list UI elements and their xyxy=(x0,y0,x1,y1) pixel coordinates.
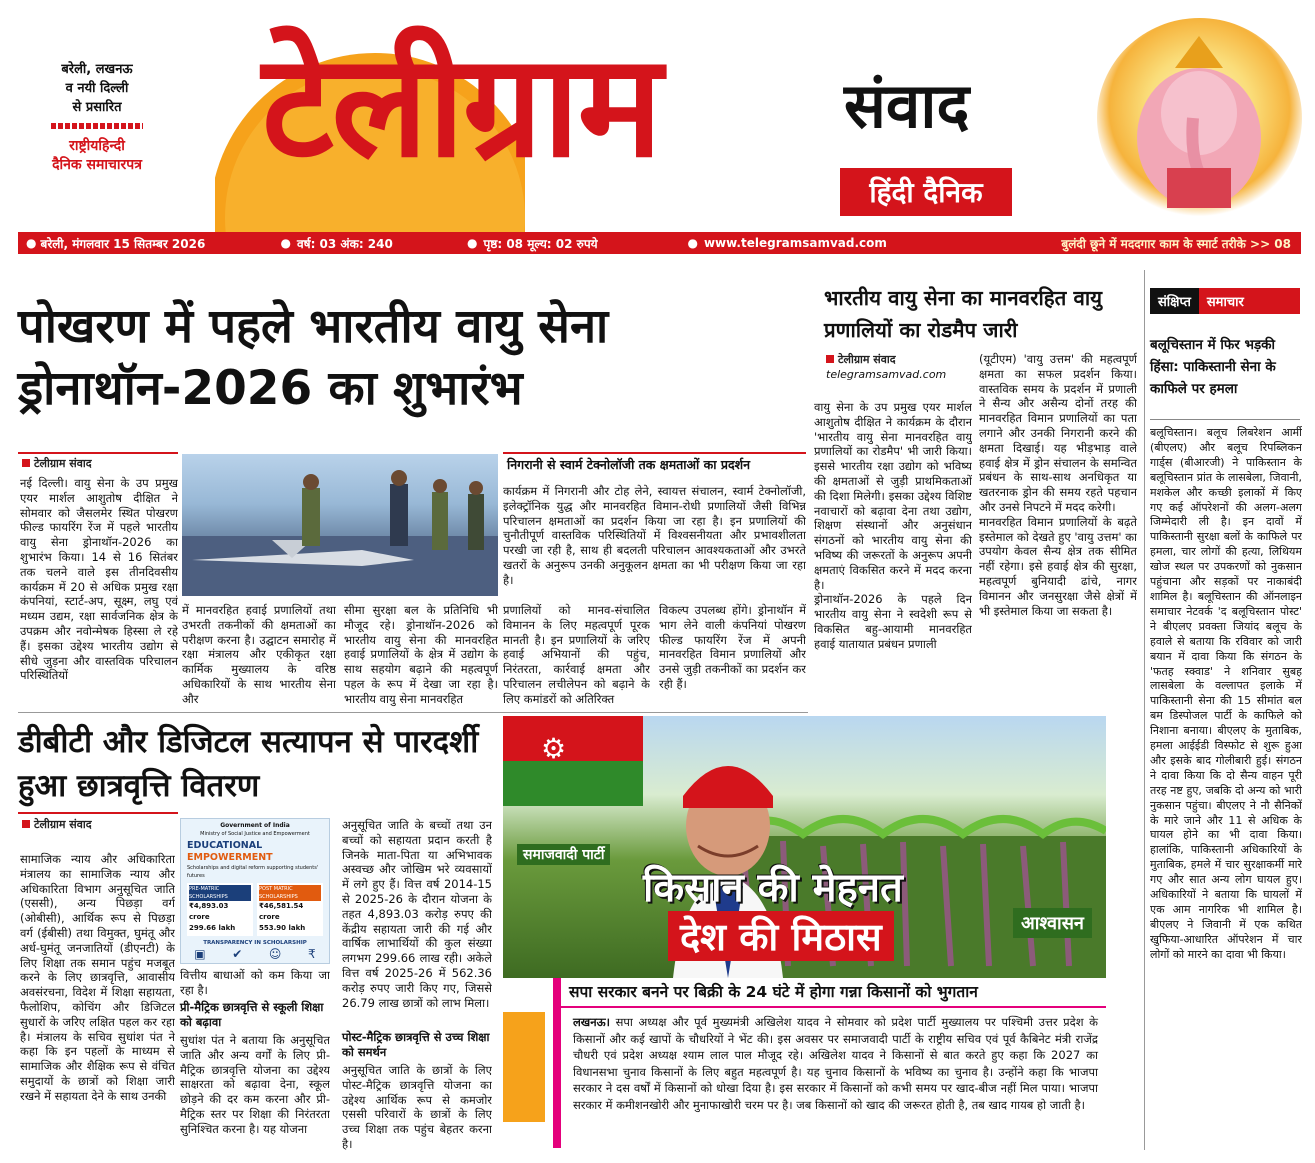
story2-byline-text: टेलीग्राम संवाद xyxy=(838,353,896,366)
ad-tag-box xyxy=(1013,908,1092,938)
story2-headline: भारतीय वायु सेना का मानवरहित वायु प्रणालियों का रोडमैप जारी xyxy=(824,286,1103,342)
infographic-transparency: TRANSPARENCY IN SCHOLARSHIP xyxy=(203,940,307,946)
masthead-left xyxy=(18,60,176,175)
lead-byline-text: टेलीग्राम संवाद xyxy=(34,457,92,470)
ganesh-idol-icon xyxy=(1097,18,1302,218)
people-icon: ☺ xyxy=(268,947,282,961)
infographic-icons xyxy=(181,947,329,961)
info-url[interactable]: www.telegramsamvad.com xyxy=(703,236,887,250)
ad-line1: किसान की मेहनत xyxy=(643,865,903,911)
masthead-origin-line1: बरेली, लखनऊ xyxy=(61,62,133,77)
lead-col5: विकल्प उपलब्ध होंगे। ड्रोनाथॉन में भाग लेने वाली कंपनियां पोखरण फील्ड फायरिंग रेंज में अपनी मानवरहित विमान प्रणालियों और उनसे जुड़ी तकनीकों का प्रदर्शन कर रही हैं। xyxy=(659,603,806,691)
story2-col1: वायु सेना के उप प्रमुख एयर मार्शल आशुतोष दीक्षित ने कार्यक्रम के दौरान 'भारतीय वायु सेना मानवरहित वायु प्रणालियों का रोडमैप' भी जारी किया। इससे भारतीय रक्षा उद्योग को भविष्य की क्षमताओं से जुड़ी प्राथमिकताओं की दिशा मिलेगी। इसका उद्देश्य विशिष्ट नवाचारों को बढ़ावा देना तथा उद्योग, शिक्षण संस्थानों और अनुसंधान संगठनों को भारतीय वायु सेना की भविष्य की जरूरतों के अनुरूप अपनी क्षमताएं विकसित करने में मदद करना है। ड्रोनाथॉन-2026 के पहले दिन भारतीय वायु सेना ने स्वदेशी रूप से विकसित बहु-आयामी मानवरहित हवाई यातायात प्रबंधन प्रणाली xyxy=(814,400,972,651)
check-icon: ✔ xyxy=(232,947,243,961)
story3-col2-head: प्री-मैट्रिक छात्रवृत्ति से स्कूली शिक्षा को बढ़ावा xyxy=(180,1000,324,1029)
infographic-amt1: ₹4,893.03 crore xyxy=(189,902,229,921)
story3-col2a: वित्तीय बाधाओं को कम किया जा रहा है। xyxy=(180,968,330,997)
story3-infographic xyxy=(180,818,330,964)
infographic-title xyxy=(187,840,329,864)
brief-label-2: समाचार xyxy=(1199,288,1300,314)
info-place-date: बरेली, मंगलवार 15 सितम्बर 2026 xyxy=(40,236,206,251)
lead-photo xyxy=(182,454,498,596)
masthead-origin-line3: से प्रसारित xyxy=(72,100,122,115)
ad-accent-bar xyxy=(503,1012,545,1122)
ad-body-text: सपा अध्यक्ष और पूर्व मुख्यमंत्री अखिलेश यादव ने सोमवार को प्रदेश पार्टी मुख्यालय पर पश्चिमी उत्तर प्रदेश के किसानों और कई खापों के चौधरियों ने भेंट की। इस अवसर पर समाजवादी पार्टी के राष्ट्रीय सचिव एवं पूर्व कैबिनेट मंत्री राजेंद्र चौधरी एवं प्रदेश अध्यक्ष श्याम लाल पाल मौजूद रहे। अखिलेश यादव ने किसानों से बात करते हुए कहा कि 2027 का विधानसभा चुनाव किसानों के लिए बहुत महत्वपूर्ण है। यह चुनाव किसानों के भविष्य का चुनाव है। उन्होंने कहा कि भाजपा सरकार ने दस वर्षों में किसानों को धोखा दिया है। इस सरकार में किसानों को कभी समय पर खाद-बीज नहीं मिल पाया। भाजपा सरकार में कमीशनखोरी और मुनाफाखोरी चरम पर है। जब किसानों को खाद की जरूरत होती है, तब खाद गायब हो जाती है। xyxy=(573,1015,1099,1112)
brief-label xyxy=(1150,288,1300,314)
infographic-ben2: 553.90 lakh xyxy=(259,924,306,932)
infographic-pre-label: PRE-MATRIC SCHOLARSHIPS xyxy=(189,885,251,901)
infographic-amt2: ₹46,581.54 crore xyxy=(259,902,304,921)
masthead-subtitle-box xyxy=(840,168,1012,216)
story2-byline xyxy=(826,352,896,367)
story2-col2: (यूटीएम) 'वायु उत्तम' की महत्वपूर्ण क्षमता का सफल प्रदर्शन किया। वास्तविक समय के प्रदर्शन में प्रणाली ने सैन्य और असैन्य दोनों तरह की मानवरहित विमान प्रणालियों का पता लगाने और उनकी निगरानी करने की क्षमता दिखाई। यह भीड़भाड़ वाले हवाई क्षेत्र में ड्रोन संचालन के समन्वित प्रबंधन के साथ-साथ अनधिकृत या खतरनाक ड्रोन की समय रहते पहचान और उनसे निपटने में मदद करेगी। मानवरहित विमान प्रणालियों के बढ़ते इस्तेमाल को देखते हुए 'वायु उत्तम' का उपयोग केवल सैन्य क्षेत्र तक सीमित नहीं रहेगा। इसे हवाई क्षेत्र की सुरक्षा, महत्वपूर्ण बुनियादी ढांचे, नागर विमानन और जनसुरक्षा जैसे क्षेत्रों में भी इस्तेमाल किया जा सकता है। xyxy=(979,352,1137,618)
lead-col2: में मानवरहित हवाई प्रणालियों तथा उभरती तकनीकों की क्षमताओं का परीक्षण करना है। उद्घाटन समारोह में रक्षा मंत्रालय और एकीकृत रक्षा कार्मिक मुख्यालय के वरिष्ठ अधिकारियों के साथ भारतीय सेना और xyxy=(182,603,336,706)
story3-rule xyxy=(18,812,178,814)
info-bar-bullet-icon: ● xyxy=(26,236,37,250)
ad-flag xyxy=(503,716,643,806)
story3-col2b: सुधांश पंत ने बताया कि अनुसूचित जाति और अन्य वर्गों के लिए प्री-मैट्रिक छात्रवृत्ति योजना का उद्देश्य साक्षरता को बढ़ावा देना, स्कूल छोड़ने की दर कम करना और प्री-मैट्रिक स्तर पर शिक्षा की निरंतरता सुनिश्चित करना है। यह योजना xyxy=(180,1033,330,1136)
lead-sub-body: कार्यक्रम में निगरानी और टोह लेने, स्वायत्त संचालन, स्वार्म टेक्नोलॉजी, इलेक्ट्रॉनिक युद्ध और मानवरहित विमान-रोधी प्रणालियों जैसी विभिन्न परिचालन क्षमताओं का प्रदर्शन किया जा रहा है। इन प्रणालियों की चुनौतीपूर्ण वास्तविक परिस्थितियों में विश्वसनीयता और प्रभावशीलता परखी जा रही है, साथ ही बदलती परिचालन आवश्यकताओं और उभरते खतरों के अनुरूप उनकी अनुकूलन क्षमता का भी परीक्षण किया जा रहा है। xyxy=(503,484,806,587)
ad-news-box xyxy=(553,978,1106,1148)
infographic-cols xyxy=(187,883,323,936)
section-divider xyxy=(18,712,808,713)
masthead-subtitle: हिंदी दैनिक xyxy=(869,176,983,209)
masthead-title-samvad: संवाद xyxy=(844,69,970,142)
masthead-divider xyxy=(51,123,143,129)
lead-col4: प्रणालियों को मानव-संचालित विमानन के लिए महत्वपूर्ण पूरक मानती है। इन प्रणालियों के जरिए हवाई अभियानों की पहुंच, निरंतरता, कार्रवाई क्षमता और परिचालन लचीलेपन को बढ़ाने के लिए कमांडरों को अतिरिक्त xyxy=(503,603,650,706)
brief-divider xyxy=(1144,270,1145,1150)
info-pages: पृष्ठ: 08 मूल्य: 02 रुपये xyxy=(483,236,598,251)
info-teaser[interactable]: बुलंदी छूने में मददगार काम के स्मार्ट तरीके >> 08 xyxy=(1061,236,1291,251)
document-icon: ▣ xyxy=(194,947,206,961)
masthead-origin-line2: व नयी दिल्ली xyxy=(65,81,129,96)
lead-subhead: निगरानी से स्वार्म टेक्नोलॉजी तक क्षमताओं का प्रदर्शन xyxy=(507,457,751,472)
story3-col3a: अनुसूचित जाति के बच्चों तथा उन बच्चों को सहायता प्रदान करती है जिनके माता-पिता या अभिभावक अस्वच्छ और जोखिम भरे व्यवसायों में लगे हुए हैं। वित्त वर्ष 2014-15 से 2025-26 के दौरान योजना के तहत 4,893.03 करोड़ रुपए की केंद्रीय सहायता जारी की गई और वार्षिक लाभार्थियों की कुल संख्या लगभग 299.66 लाख रही। अकेले वित्त वर्ष 2025-26 में 562.36 करोड़ रुपए जारी किए गए, जिससे 26.79 लाख छात्रों को लाभ मिला। xyxy=(342,818,492,1010)
brief-body: बलूचिस्तान। बलूच लिबरेशन आर्मी (बीएलए) और बलूच रिपब्लिकन गार्ड्स (बीआरजी) ने पाकिस्तान के बलूचिस्तान प्रांत के लासबेला, जिवानी, मशकेल और कच्छी इलाकों में किए गए कई ऑपरेशनों की अलग-अलग जिम्मेदारी ली है। इन दावों में पाकिस्तानी सुरक्षा बलों के काफिले पर हमला, चार लोगों की हत्या, लिथियम खोज स्थल पर उपकरणों को नुकसान पहुंचाना और सड़कों पर नाकाबंदी शामिल है। बलूचिस्तान की ऑनलाइन समाचार नेटवर्क 'द बलूचिस्तान पोस्ट' ने बीएलए प्रवक्ता जियांद बलूच के हवाले से बताया कि रविवार को जारी बयान में दावा किया कि संगठन के 'फतह स्क्वाड' ने शनिवार सुबह लासबेला के वल्लापत इलाके में पाकिस्तानी सेना की 15 सीमांत बल बम डिस्पोजल पार्टी के काफिले को निशाना बनाया। बीएलए के मुताबिक, हमला आईईडी विस्फोट से शुरू हुआ और इसके बाद गोलीबारी हुई। संगठन ने दावा किया कि दो सैन्य वाहन पूरी तरह नष्ट हुए, जबकि दो अन्य को भारी नुकसान पहुंचा। बीएलए ने नौ सैनिकों के मारे जाने और 11 से अधिक के घायल होने का भी दावा किया। हालांकि, पाकिस्तानी अधिकारियों के मुताबिक, हमले में चार सुरक्षाकर्मी मारे गए और सात अन्य लोग घायल हुए। अधिकारियों ने बताया कि घायलों में एक आम नागरिक भी शामिल है। बीएलए ने जिवानी में एक कथित खुफिया-आधारित ऑपरेशन में चार लोगों को मारने का दावा भी किया। xyxy=(1150,426,1302,961)
infographic-ben1: 299.66 lakh xyxy=(189,924,236,932)
brief-headline: बलूचिस्तान में फिर भड़की हिंसा: पाकिस्तानी सेना के काफिले पर हमला xyxy=(1150,337,1276,397)
infographic-pre xyxy=(187,883,253,936)
lead-rule xyxy=(18,452,178,454)
byline-marker-icon xyxy=(22,459,30,467)
infographic-title2: EMPOWERMENT xyxy=(187,852,273,863)
infographic-tag: Scholarships and digital reform supporting students' futures xyxy=(187,865,319,879)
ad-tag: आश्वासन xyxy=(1021,913,1084,934)
story3-byline xyxy=(22,817,92,832)
infographic-ministry: Ministry of Social Justice and Empowerment xyxy=(200,831,310,837)
lead-headline: पोखरण में पहले भारतीय वायु सेना ड्रोनाथॉन-2026 का शुभारंभ xyxy=(18,299,609,416)
infographic-post xyxy=(257,883,323,936)
story3-byline-text: टेलीग्राम संवाद xyxy=(34,818,92,831)
lead-col1: नई दिल्ली। वायु सेना के उप प्रमुख एयर मार्शल आशुतोष दीक्षित ने सोमवार को जैसलमेर स्थित पोखरण फील्ड फायरिंग रेंज में पहले भारतीय वायु सेना ड्रोनाथॉन-2026 का शुभारंभ किया। 14 से 16 सितंबर तक चलने वाले इस तीनदिवसीय कार्यक्रम में 20 से अधिक प्रमुख रक्षा कंपनियां, स्टार्ट-अप, सूक्ष्म, लघु एवं मध्यम उद्यम, रक्षा सार्वजनिक क्षेत्र के उपक्रम और नवोन्मेषक हिस्सा ले रहे हैं। इसका उद्देश्य भारतीय उद्योग से सीधे जुड़ना और वास्तविक परिचालन परिस्थितियों xyxy=(20,476,178,683)
byline-marker-icon xyxy=(826,355,834,363)
cycle-icon: ⚙ xyxy=(541,732,567,765)
drone-exhibit-photo xyxy=(182,454,498,596)
info-bar-bullet-icon: ● xyxy=(466,236,478,250)
story3-col3-head: पोस्ट-मैट्रिक छात्रवृत्ति से उच्च शिक्षा को समर्थन xyxy=(342,1030,490,1059)
infographic-post-label: POST MATRIC SCHOLARSHIPS xyxy=(259,885,321,901)
info-bar-bullet-icon: ● xyxy=(280,236,291,250)
ad-line2: देश की मिठास xyxy=(680,915,882,959)
masthead-title: टेलीग्राम xyxy=(262,24,661,189)
masthead-tagline2: दैनिक समाचारपत्र xyxy=(52,157,142,173)
infographic-gov: Government of India xyxy=(220,822,290,829)
masthead-tagline1: राष्ट्रीयहिन्दी xyxy=(69,138,125,154)
story3-col1: सामाजिक न्याय और अधिकारिता मंत्रालय का सामाजिक न्याय और अधिकारिता विभाग अनुसूचित जाति (एससी), अन्य पिछड़ा वर्ग (ओबीसी), आर्थिक रूप से पिछड़ा वर्ग (ईबीसी) तथा विमुक्त, घुमंतू और अर्ध-घुमंतू जनजातियों (डीएनटी) के लिए शिक्षा तक समान पहुंच मजबूत करने के लिए छात्रवृत्ति, आवासीय अवसंरचना, विदेश में शिक्षा सहायता, फैलोशिप, कोचिंग और डिजिटल सुधारों के जरिए लक्षित पहल कर रहा है। मंत्रालय के सचिव सुधांश पंत ने कहा कि इन पहलों के माध्यम से सामाजिक और शैक्षिक रूप से वंचित समुदायों के छात्रों को शिक्षा जारी रखने में सहायता देने के साथ उनकी xyxy=(20,852,175,1103)
brief-rule xyxy=(1150,419,1300,420)
ad-line2-box xyxy=(668,911,894,961)
lead-byline xyxy=(22,456,92,471)
info-bar xyxy=(18,232,1301,254)
info-bar-bullet-icon: ● xyxy=(687,236,698,250)
byline-marker-icon xyxy=(22,820,30,828)
infographic-title1: EDUCATIONAL xyxy=(187,840,263,851)
ad-body xyxy=(561,1008,1106,1146)
ganesh-image xyxy=(1097,18,1302,218)
info-issue: वर्ष: 03 अंक: 240 xyxy=(296,236,393,251)
rupee-icon: ₹ xyxy=(308,947,316,961)
story3-col3b: अनुसूचित जाति के छात्रों के लिए पोस्ट-मैट्रिक छात्रवृत्ति योजना का उद्देश्य आर्थिक रूप से कमजोर एससी परिवारों के छात्रों के लिए उच्च शिक्षा तक पहुंच बेहतर करना है। xyxy=(342,1063,492,1151)
ad-body-lead: लखनऊ। xyxy=(573,1015,610,1029)
lead-col3: सीमा सुरक्षा बल के प्रतिनिधि भी मौजूद रहे। ड्रोनाथॉन-2026 को भारतीय वायु सेना की मानवरहित हवाई प्रणालियों के क्षेत्र में उद्योग के साथ सहयोग बढ़ाने की महत्वपूर्ण पहल के रूप में देखा जा रहा है। भारतीय वायु सेना मानवरहित xyxy=(344,603,498,706)
story2-byline-url[interactable]: telegramsamvad.com xyxy=(826,368,947,381)
ad-banner xyxy=(503,716,1106,978)
story3-headline: डीबीटी और डिजिटल सत्यापन से पारदर्शी हुआ छात्रवृत्ति वितरण xyxy=(18,724,479,804)
ad-headline: सपा सरकार बनने पर बिक्री के 24 घंटे में होगा गन्ना किसानों को भुगतान xyxy=(561,978,1106,1008)
lead-subhead-box xyxy=(503,452,806,478)
brief-label-1: संक्षिप्त xyxy=(1150,288,1199,314)
ad-party: समाजवादी पार्टी xyxy=(517,844,610,865)
